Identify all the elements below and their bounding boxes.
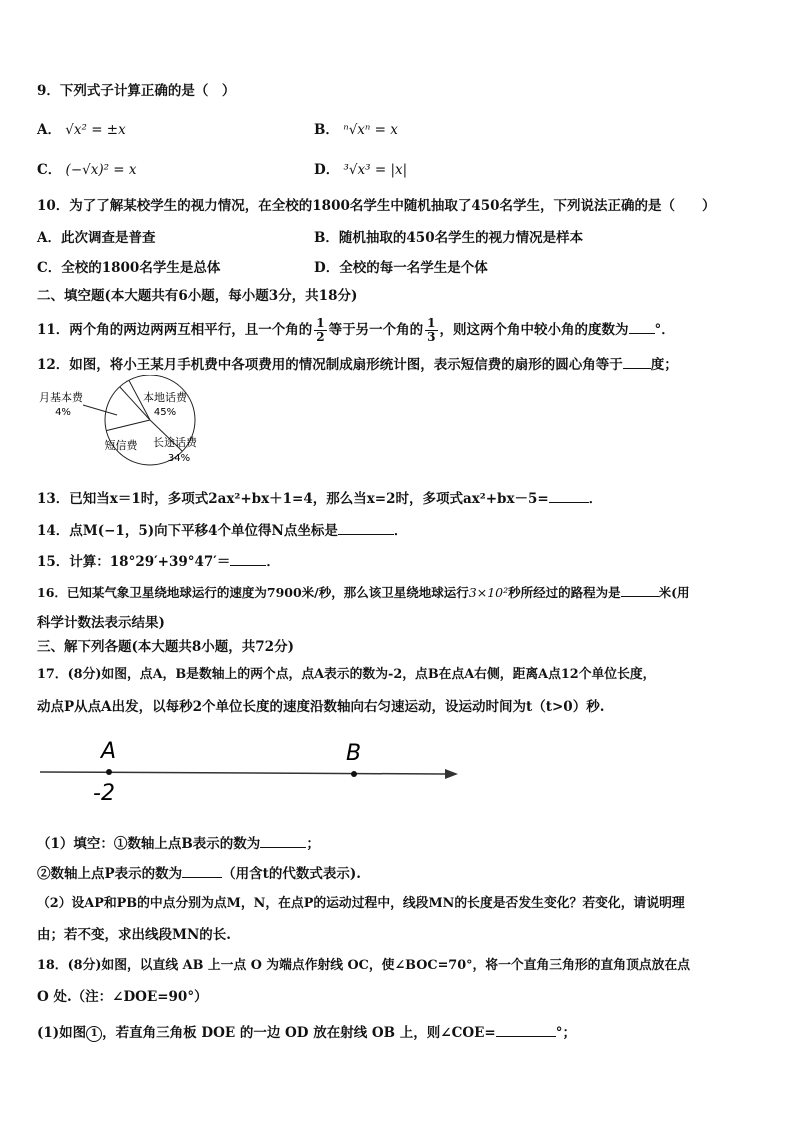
q13-tail: ． — [588, 491, 603, 507]
q14-line — [37, 520, 407, 540]
q9-c-label: C． — [37, 162, 62, 178]
q9-b-expr: ⁿ√xⁿ = x — [343, 122, 398, 138]
pie-chart — [35, 375, 215, 470]
q11 — [37, 315, 675, 345]
q17-p2-text: ②数轴上点P表示的数为 — [37, 866, 183, 882]
q17-line-1: 17．(8分)如图，点A，B是数轴上的两个点，点A表示的数为-2，点B在点A右侧，距离A点12个单位长度， — [37, 667, 656, 682]
section-3-heading: 三、解下列各题(本大题共8小题，共72分) — [37, 639, 294, 655]
q14-answer-blank[interactable] — [338, 520, 394, 535]
q17-line-2: 动点P从点A出发，以每秒2个单位长度的速度沿数轴向右匀速运动，设运动时间为t（t>0）秒. — [37, 699, 605, 715]
q18-line-2: O 处.（注：∠DOE=90°） — [37, 989, 208, 1005]
q11-part1: 11．两个角的两边两两互相平行，且一个角的 — [37, 322, 313, 338]
q10-option-b: B．随机抽取的450名学生的视力情况是样本 — [314, 230, 584, 246]
q11-part4: °． — [654, 322, 675, 338]
q9-c-expr: (−√x)² = x — [65, 162, 137, 178]
number-line-arrow — [445, 769, 458, 779]
q11-fraction-1: $\frac{1}{2}$ — [316, 316, 325, 344]
q10-option-c: C．全校的1800名学生是总体 — [37, 260, 221, 276]
q17-part-2-line-2: 由；若不变，求出线段MN的长. — [37, 927, 231, 943]
q16-sci-notation: 3×10² — [468, 585, 509, 600]
q17-part-1-2 — [37, 863, 361, 883]
q17-part-1-1 — [37, 833, 320, 853]
q15-line — [37, 551, 280, 571]
q9-b-label: B． — [314, 122, 339, 138]
q17-p2-blank[interactable] — [182, 863, 222, 878]
q10-option-d: D．全校的每一名学生是个体 — [314, 260, 488, 276]
point-b-dot — [351, 771, 357, 777]
point-a-dot — [106, 769, 112, 775]
q17-p2-tail: （用含t的代数式表示). — [222, 866, 361, 882]
q13-answer-blank[interactable] — [549, 488, 589, 503]
q17-part-2-line-1: （2）设AP和PB的中点分别为点M，N，在点P的运动过程中，线段MN的长度是否发生变化？若变化，请说明理 — [37, 896, 685, 911]
q9-option-a — [37, 121, 126, 139]
q9-option-c — [37, 161, 137, 179]
q9-stem: 9．下列式子计算正确的是（ ） — [37, 83, 236, 99]
figure-1-marker: 1 — [86, 1026, 102, 1042]
q15-text: 15．计算：18°29′+39°47′＝ — [37, 554, 231, 570]
q17-p1-text: （1）填空：①数轴上点B表示的数为 — [37, 836, 261, 852]
point-a-label: A — [101, 739, 117, 764]
q14-tail: ． — [393, 523, 408, 539]
pie-boundary-3 — [106, 420, 150, 431]
pie-value-local: 45% — [153, 407, 177, 418]
q12-tail: 度； — [650, 357, 678, 373]
point-a-value: -2 — [93, 781, 115, 804]
q17-p1-blank[interactable] — [260, 833, 306, 848]
q13-line — [37, 488, 602, 508]
pie-label-local: 本地话费 — [143, 391, 187, 404]
q18-line3-tail: °； — [555, 1025, 576, 1041]
q16-part3: 米(用 — [658, 585, 690, 600]
q10-stem: 10．为了了解某校学生的视力情况，在全校的1800名学生中随机抽取了450名学生，下列说法正确的是（ ） — [37, 198, 716, 214]
q18-line3-text: ，若直角三角板 DOE 的一边 OD 放在射线 OB 上，则∠COE= — [102, 1025, 496, 1041]
q9-d-expr: ³√x³ = |x| — [343, 162, 408, 178]
q10-option-a: A．此次调查是普查 — [37, 230, 156, 246]
q16-part2: 秒所经过的路程为是 — [508, 585, 621, 600]
pie-label-leader — [83, 405, 117, 415]
q11-part3: ，则这两个角中较小角的度数为 — [439, 322, 629, 338]
q13-text: 13．已知当x＝1时，多项式2ax²+bx＋1=4，那么当x=2时，多项式ax²+bx－5= — [37, 491, 549, 507]
q9-a-expr: √x² = ±x — [65, 122, 126, 138]
pie-label-base-fee: 月基本费 — [39, 391, 83, 404]
q11-part2: 等于另一个角的 — [328, 322, 424, 338]
q16-answer-blank[interactable] — [621, 582, 659, 597]
q16-part1: 16．已知某气象卫星绕地球运行的速度为7900米/秒，那么该卫星绕地球运行 — [37, 585, 469, 600]
q18-line-3 — [37, 1022, 576, 1042]
q11-fraction-2: $\frac{1}{3}$ — [427, 316, 436, 344]
pie-value-base-fee: 4% — [55, 407, 71, 418]
q16-line-2: 科学计数法表示结果) — [37, 615, 165, 631]
section-2-heading: 二、填空题(本大题共有6小题，每小题3分，共18分) — [37, 288, 358, 304]
q18-line3-prefix: (1)如图 — [37, 1025, 87, 1041]
pie-value-long-distance: 34% — [167, 453, 191, 464]
point-b-label: B — [346, 741, 362, 766]
q9-option-b — [314, 121, 398, 139]
q15-tail: ． — [266, 554, 280, 570]
pie-label-sms: 短信费 — [104, 439, 138, 452]
q9-option-d — [314, 161, 407, 179]
q9-d-label: D． — [314, 162, 340, 178]
q18-answer-blank[interactable] — [496, 1022, 556, 1037]
number-line-axis — [40, 772, 445, 774]
q11-answer-blank[interactable] — [629, 319, 655, 334]
q17-p1-tail: ； — [306, 836, 320, 852]
q18-line-1: 18．(8分)如图，以直线 AB 上一点 O 为端点作射线 OC，使∠BOC=70°，将一个直角三角形的直角顶点放在点 — [37, 958, 691, 973]
q16-line-1 — [37, 582, 690, 602]
q15-answer-blank[interactable] — [230, 551, 266, 566]
q14-text: 14．点M(−1，5)向下平移4个单位得N点坐标是 — [37, 523, 338, 539]
q9-a-label: A． — [37, 122, 61, 138]
q12-answer-blank[interactable] — [623, 354, 651, 369]
pie-label-long-distance: 长途话费 — [153, 436, 197, 449]
q12-stem: 12．如图，将小王某月手机费中各项费用的情况制成扇形统计图，表示短信费的扇形的圆心角等于 — [37, 357, 623, 373]
q12-stem-line — [37, 354, 678, 374]
number-line-figure — [35, 732, 465, 804]
